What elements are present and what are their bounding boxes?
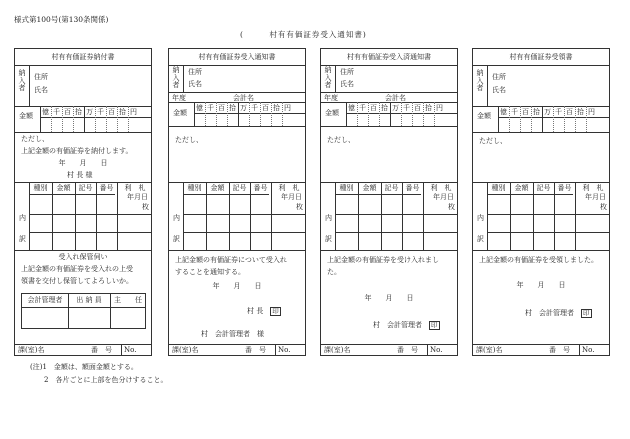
panel-title: 村有有価証券納付書 [51,53,115,61]
amount-label: 金額 [173,109,187,117]
account-label: 会計名 [385,94,406,102]
date-line: 年 月 日 [58,159,108,167]
dept-label: 課(室)名 [18,346,45,354]
notice-text: 上記金額の有価証券を受領しました。 [479,256,598,264]
address-label: 住所 [34,73,48,81]
footnote-2: 2 各片ごとに上部を色分けすること。 [30,376,168,384]
account-label: 会計名 [233,94,254,102]
seal-mark: 印 [431,321,438,329]
signer: 村 長 印 [247,307,279,315]
panel-title: 村有有価証券受入済通知書 [347,53,431,61]
no-label: No. [124,346,137,354]
payer-label: 納 入 者 [172,66,180,90]
seal-mark: 印 [272,307,279,315]
amount-label: 金額 [19,112,33,120]
footnote-1: (注)1 金額は、額面金額とする。 [30,363,138,371]
notice-text: 上記金額の有価証券を受け入れまし [327,256,439,264]
name-label: 氏名 [34,86,48,94]
notice-text: 上記金額の有価証券について受入れ [175,256,287,264]
date-line: 年 月 日 [364,294,414,302]
panel-receipt: 村有有価証券受領書 納 入 者 住所 氏名 金額 億 千 百 拾 万 千 百 拾 円 ただし、 種別 金額 記号 番号 利 札 年月日 枚 内 訳 上記金額の有価証券を受領しました。 年 月 日 村 会計管理者 印 課(室)名 番 号 No. [472,48,610,356]
amount-label: 金額 [477,112,491,120]
payer-label: 納 入 者 [324,66,332,90]
panel-title: 村有有価証券受領書 [509,53,573,61]
payer-label: 納 入 者 [18,69,26,93]
panel-title: 村有有価証券受入通知書 [198,53,276,61]
addressee: 村 会計管理者 様 [201,330,264,338]
panel-receipt-notice: 村有有価証券受入通知書 納 入 者 住所 氏名 年度 会計名 金額 億 千 百 拾 万 千 百 拾 円 ただし、 種別 金額 記号 番号 利 札 年月日 枚 内 訳 上記金額の有価証券について受入れ することを通知する。 年 月 日 村 長 印 村 会計管理者 様 課(室)名 番 号 No. [168,48,306,356]
panel-payment-slip: 村有有価証券納付書 納 入 者 住所 氏名 金額 億 千 百 拾 万 千 百 拾 円 ただし、 上記金額の有価証券を納付します。 年 月 日 村 長 様 種別 金額 記号 番号 利 札 年月日 枚 内 訳 受入れ保管伺い 上記金額の有価証券を受入れの上受 領書を交付し保管してよろしいか。 会計管理者 出 納 員 主 任 課(室)名 番 号 No. [14,48,152,356]
date-line: 年 月 日 [212,282,262,290]
note-prefix: ただし、 [21,135,49,143]
signer: 村 会計管理者 印 [373,321,438,329]
year-label: 年度 [172,94,186,102]
amount-label: 金額 [325,109,339,117]
payment-statement: 上記金額の有価証券を納付します。 [21,147,133,155]
seal-mark: 印 [583,309,590,317]
document-title: ( 村有有価証券受入通知書) [240,30,367,39]
signer: 村 会計管理者 印 [525,309,590,317]
form-number: 様式第100号(第130条関係) [14,15,109,24]
year-label: 年度 [324,94,338,102]
panel-received-notice: 村有有価証券受入済通知書 納 入 者 住所 氏名 年度 会計名 金額 億 千 百 拾 万 千 百 拾 円 ただし、 種別 金額 記号 番号 利 札 年月日 枚 内 訳 上記金額の有価証券を受け入れまし た。 年 月 日 村 会計管理者 印 課(室)名 番 号 No. [320,48,458,356]
date-line: 年 月 日 [516,281,566,289]
number-label: 番 号 [91,346,112,354]
approval-box: 会計管理者 出 納 員 主 任 [21,293,146,329]
breakdown-label: 内 [19,214,26,222]
custody-title: 受入れ保管伺い [58,253,108,261]
addressee: 村 長 様 [67,171,93,179]
payer-label: 納 入 者 [476,69,484,93]
